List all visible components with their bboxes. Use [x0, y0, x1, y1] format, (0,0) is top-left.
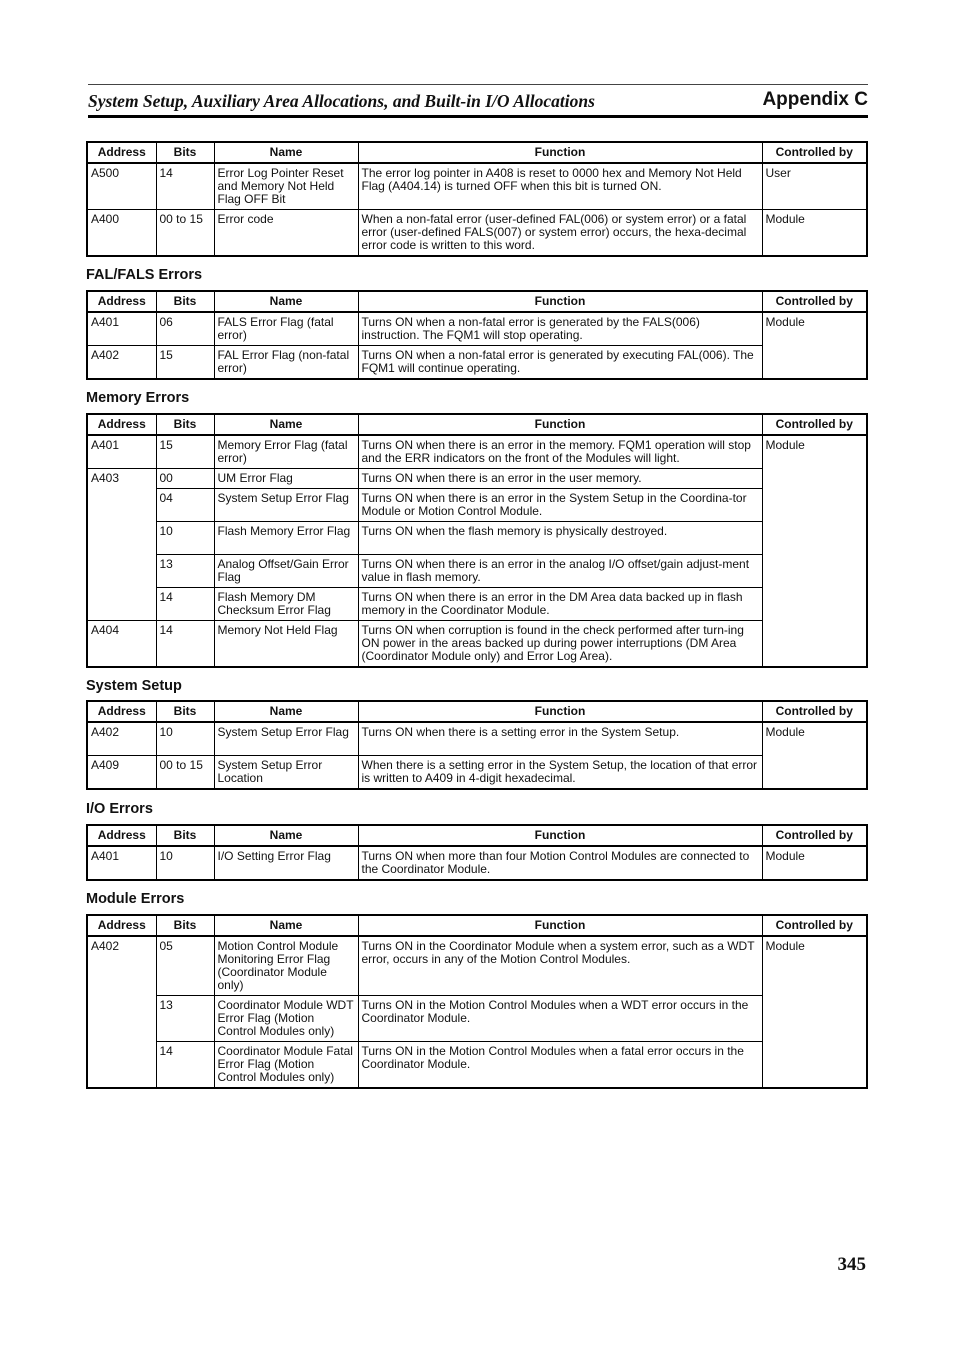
cell-name: Coordinator Module WDT Error Flag (Motion Control Modules only) [214, 996, 358, 1042]
cell-controlled-by: User [762, 163, 867, 210]
cell-name: Memory Error Flag (fatal error) [214, 435, 358, 469]
table-row [87, 312, 867, 346]
col-function: Function [358, 915, 762, 936]
cell-name: System Setup Error Flag [214, 722, 358, 755]
cell-function: Turns ON when there is a setting error in the System Setup. [358, 722, 762, 755]
cell-function: Turns ON when there is an error in the user memory. [358, 469, 762, 489]
cell-controlled-by: Module [762, 846, 867, 880]
cell-bits: 10 [156, 846, 214, 880]
cell-function: Turns ON when more than four Motion Control Modules are connected to the Coordinator Module. [358, 846, 762, 880]
cell-bits: 00 to 15 [156, 755, 214, 789]
cell-function: Turns ON when the flash memory is physically destroyed. [358, 522, 762, 555]
cell-bits: 05 [156, 936, 214, 996]
cell-address: A401 [87, 312, 156, 346]
table-system-setup [86, 700, 868, 790]
col-bits: Bits [156, 825, 214, 846]
cell-name: Error code [214, 210, 358, 257]
table-row [87, 210, 867, 257]
table-row [87, 489, 867, 522]
col-bits: Bits [156, 414, 214, 435]
col-controlled-by: Controlled by [762, 915, 867, 936]
cell-name: FALS Error Flag (fatal error) [214, 312, 358, 346]
cell-controlled-by: Module [762, 722, 867, 789]
cell-address: A409 [87, 755, 156, 789]
cell-address: A401 [87, 435, 156, 469]
cell-address: A400 [87, 210, 156, 257]
table-memory-errors [86, 413, 868, 668]
col-address: Address [87, 414, 156, 435]
table-row [87, 996, 867, 1042]
table-header-row [87, 142, 867, 163]
cell-controlled-by: Module [762, 936, 867, 1088]
cell-function: Turns ON when there is an error in the System Setup in the Coordina-tor Module or Motion Control Module. [358, 489, 762, 522]
cell-bits: 14 [156, 1042, 214, 1089]
col-address: Address [87, 701, 156, 722]
table-io-errors [86, 824, 868, 881]
col-controlled-by: Controlled by [762, 825, 867, 846]
col-address: Address [87, 915, 156, 936]
table-row [87, 1042, 867, 1089]
col-function: Function [358, 291, 762, 312]
cell-name: System Setup Error Flag [214, 489, 358, 522]
cell-function: Turns ON when there is an error in the DM Area data backed up in flash memory in the Coordinator Module. [358, 588, 762, 621]
cell-bits: 13 [156, 996, 214, 1042]
cell-name: System Setup Error Location [214, 755, 358, 789]
table-header-row [87, 825, 867, 846]
col-function: Function [358, 825, 762, 846]
cell-name: Analog Offset/Gain Error Flag [214, 555, 358, 588]
cell-function: Turns ON in the Coordinator Module when a system error, such as a WDT error, occurs in any of the Motion Control Modules. [358, 936, 762, 996]
col-function: Function [358, 414, 762, 435]
cell-address: A500 [87, 163, 156, 210]
col-name: Name [214, 414, 358, 435]
cell-function: When there is a setting error in the System Setup, the location of that error is written to A409 in 4-digit hexadecimal. [358, 755, 762, 789]
cell-bits: 06 [156, 312, 214, 346]
section-title-io: I/O Errors [86, 801, 153, 817]
cell-controlled-by: Module [762, 210, 867, 257]
cell-address: A404 [87, 621, 156, 668]
section-title-system-setup: System Setup [86, 678, 182, 694]
cell-bits: 14 [156, 163, 214, 210]
cell-name: Motion Control Module Monitoring Error Flag (Coordinator Module only) [214, 936, 358, 996]
section-title-memory: Memory Errors [86, 390, 190, 406]
table-row [87, 936, 867, 996]
cell-address: A401 [87, 846, 156, 880]
col-bits: Bits [156, 915, 214, 936]
table-header-row [87, 414, 867, 435]
col-bits: Bits [156, 142, 214, 163]
cell-name: FAL Error Flag (non-fatal error) [214, 346, 358, 380]
table-module-errors [86, 914, 868, 1089]
table-fals-errors [86, 290, 868, 380]
cell-bits: 14 [156, 621, 214, 668]
cell-function: Turns ON when corruption is found in the check performed after turn-ing ON power in the areas backed up during power interruptions (DM Area (Coordinator Module only) and Error Log Area). [358, 621, 762, 668]
cell-name: Flash Memory DM Checksum Error Flag [214, 588, 358, 621]
cell-name: Flash Memory Error Flag [214, 522, 358, 555]
cell-bits: 15 [156, 346, 214, 380]
cell-name: UM Error Flag [214, 469, 358, 489]
cell-bits: 15 [156, 435, 214, 469]
cell-bits: 00 [156, 469, 214, 489]
cell-controlled-by: Module [762, 435, 867, 667]
cell-name: Error Log Pointer Reset and Memory Not Held Flag OFF Bit [214, 163, 358, 210]
cell-name: Memory Not Held Flag [214, 621, 358, 668]
col-name: Name [214, 701, 358, 722]
cell-address: A402 [87, 346, 156, 380]
appendix-label: Appendix C [762, 89, 868, 110]
col-controlled-by: Controlled by [762, 701, 867, 722]
table-row [87, 522, 867, 555]
header-title: System Setup, Auxiliary Area Allocations, and Built-in I/O Allocations [88, 91, 595, 111]
col-function: Function [358, 701, 762, 722]
col-name: Name [214, 291, 358, 312]
page-number: 345 [837, 1254, 866, 1275]
cell-bits: 00 to 15 [156, 210, 214, 257]
col-name: Name [214, 915, 358, 936]
col-address: Address [87, 291, 156, 312]
table-header-row [87, 701, 867, 722]
cell-bits: 14 [156, 588, 214, 621]
section-title-module: Module Errors [86, 891, 185, 907]
cell-function: The error log pointer in A408 is reset to 0000 hex and Memory Not Held Flag (A404.14) is turned OFF when this bit is turned ON. [358, 163, 762, 210]
table-row [87, 435, 867, 469]
table-header-row [87, 291, 867, 312]
table-row [87, 346, 867, 380]
table-row [87, 722, 867, 755]
cell-function: Turns ON in the Motion Control Modules when a fatal error occurs in the Coordinator Module. [358, 1042, 762, 1089]
col-bits: Bits [156, 701, 214, 722]
col-bits: Bits [156, 291, 214, 312]
section-title-fals: FAL/FALS Errors [86, 267, 203, 283]
cell-function: Turns ON when a non-fatal error is generated by executing FAL(006). The FQM1 will continue operating. [358, 346, 762, 380]
table-row [87, 755, 867, 789]
cell-address: A403 [87, 469, 156, 621]
cell-function: Turns ON in the Motion Control Modules when a WDT error occurs in the Coordinator Module. [358, 996, 762, 1042]
cell-address: A402 [87, 722, 156, 755]
table-row [87, 588, 867, 621]
col-function: Function [358, 142, 762, 163]
col-controlled-by: Controlled by [762, 291, 867, 312]
cell-bits: 04 [156, 489, 214, 522]
col-controlled-by: Controlled by [762, 414, 867, 435]
col-address: Address [87, 142, 156, 163]
cell-function: Turns ON when there is an error in the memory. FQM1 operation will stop and the ERR indicators on the front of the Modules will light. [358, 435, 762, 469]
cell-name: Coordinator Module Fatal Error Flag (Motion Control Modules only) [214, 1042, 358, 1089]
cell-controlled-by: Module [762, 312, 867, 379]
cell-name: I/O Setting Error Flag [214, 846, 358, 880]
col-name: Name [214, 825, 358, 846]
cell-bits: 10 [156, 522, 214, 555]
cell-function: Turns ON when a non-fatal error is generated by the FALS(006) instruction. The FQM1 will stop operating. [358, 312, 762, 346]
col-address: Address [87, 825, 156, 846]
table-row [87, 163, 867, 210]
table-header-row [87, 915, 867, 936]
table-row [87, 846, 867, 880]
col-name: Name [214, 142, 358, 163]
cell-function: Turns ON when there is an error in the analog I/O offset/gain adjust-ment value in flash memory. [358, 555, 762, 588]
cell-bits: 13 [156, 555, 214, 588]
cell-address: A402 [87, 936, 156, 1088]
table-row [87, 621, 867, 668]
table-row [87, 555, 867, 588]
table-error-log [86, 141, 868, 257]
col-controlled-by: Controlled by [762, 142, 867, 163]
cell-bits: 10 [156, 722, 214, 755]
cell-function: When a non-fatal error (user-defined FAL(006) or system error) or a fatal error (user-defined FALS(007) or system error) occurs, the hexa-decimal error code is written to this word. [358, 210, 762, 257]
table-row [87, 469, 867, 489]
page-header [88, 84, 868, 118]
